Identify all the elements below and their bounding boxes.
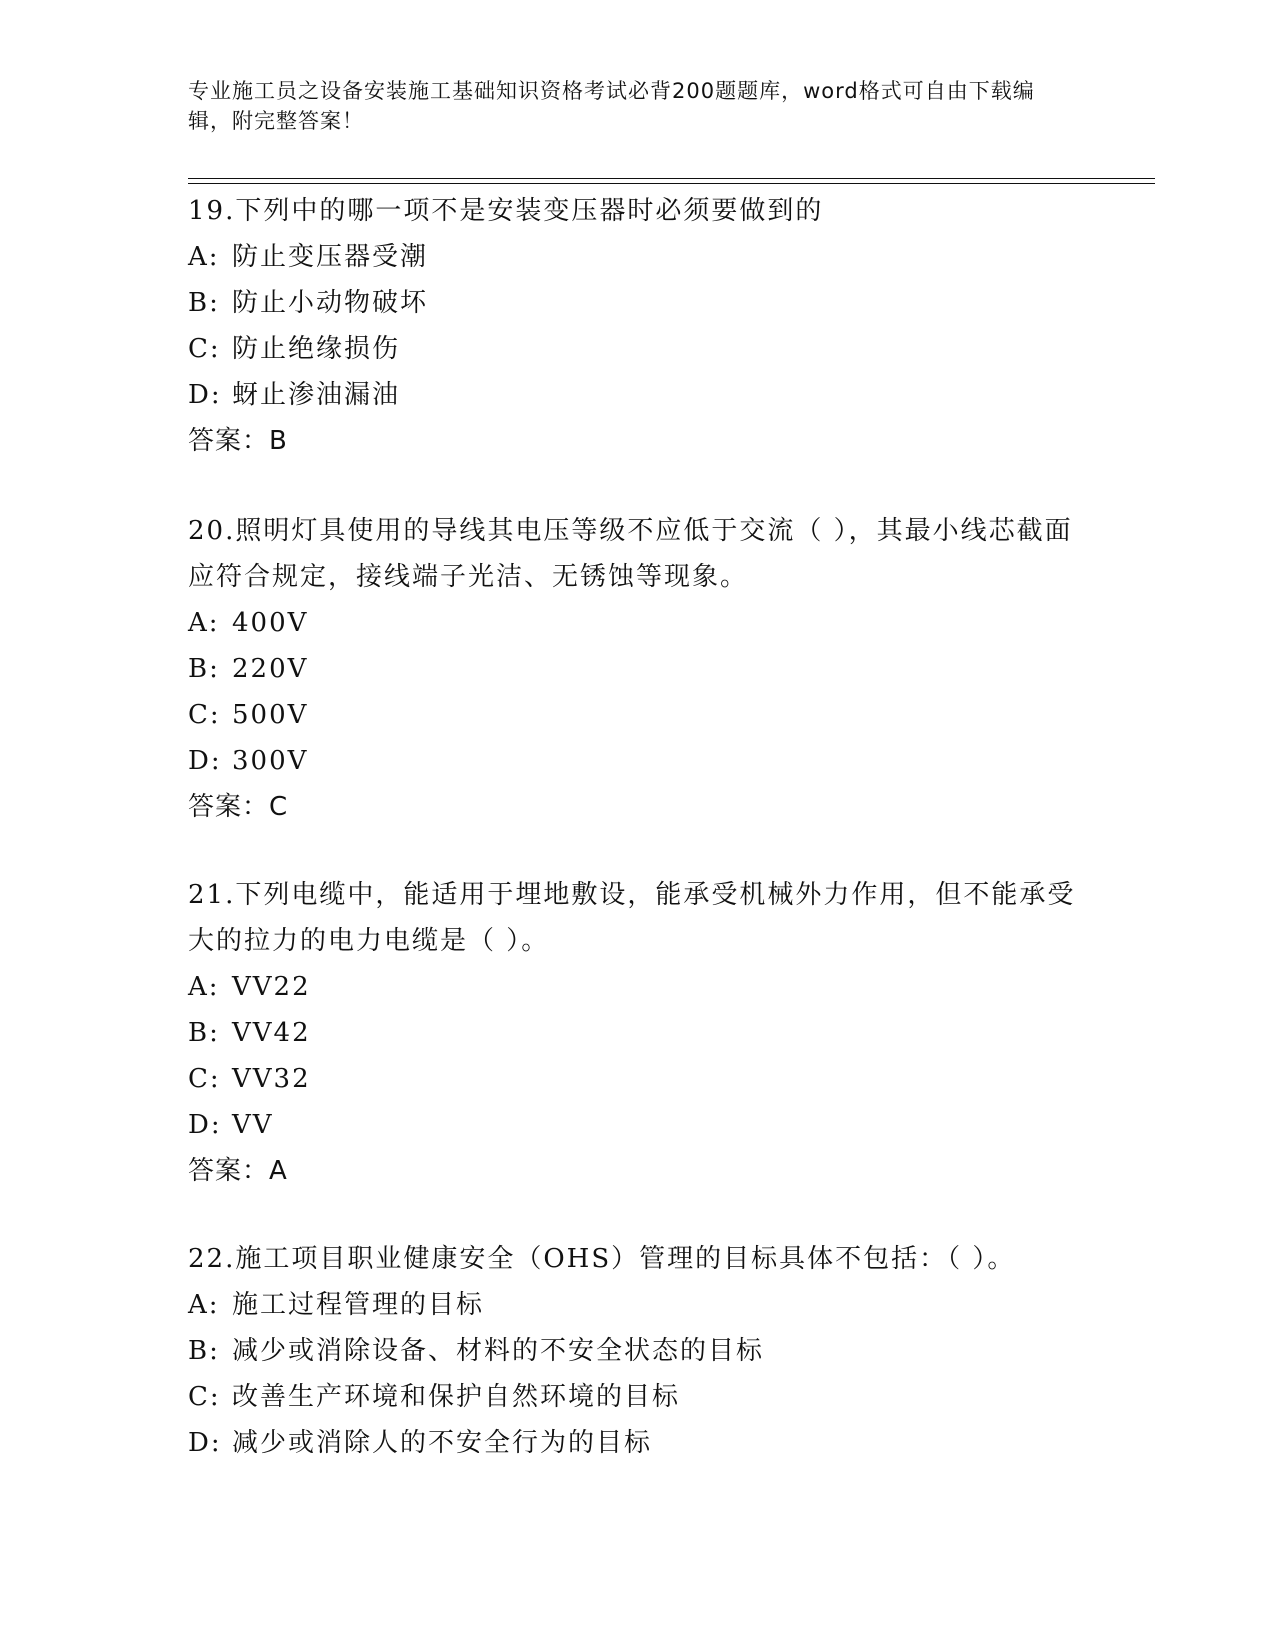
option-text: 防止变压器受潮 xyxy=(232,242,429,272)
option-b xyxy=(188,646,1088,692)
option-d xyxy=(188,1420,1088,1466)
option-a xyxy=(188,964,1088,1010)
option-key: C: xyxy=(188,1064,221,1094)
option-key: C: xyxy=(188,1382,221,1412)
option-text: 防止绝缘损伤 xyxy=(232,334,401,364)
option-key: B: xyxy=(188,288,220,318)
option-c xyxy=(188,326,1088,372)
option-key: A: xyxy=(188,1290,220,1320)
question-22 xyxy=(188,1236,1088,1466)
option-key: D: xyxy=(188,746,222,776)
option-key: B: xyxy=(188,1018,220,1048)
option-text: 220V xyxy=(232,654,309,684)
option-key: C: xyxy=(188,334,221,364)
option-b xyxy=(188,280,1088,326)
option-text: 改善生产环境和保护自然环境的目标 xyxy=(232,1382,681,1412)
document-header: 专业施工员之设备安装施工基础知识资格考试必背200题题库，word格式可自由下载编辑，附完整答案！ xyxy=(188,79,1035,133)
option-d xyxy=(188,1102,1088,1148)
option-text: VV42 xyxy=(232,1018,311,1048)
option-text: 施工过程管理的目标 xyxy=(232,1290,485,1320)
option-key: B: xyxy=(188,1336,220,1366)
option-key: B: xyxy=(188,654,220,684)
header-divider-bottom xyxy=(188,183,1155,184)
option-text: 蚜止渗油漏油 xyxy=(232,380,401,410)
question-21 xyxy=(188,872,1088,1194)
option-text: VV22 xyxy=(232,972,311,1002)
option-key: A: xyxy=(188,972,220,1002)
question-text: 19.下列中的哪一项不是安装变压器时必须要做到的 xyxy=(188,196,824,226)
question-text: 22.施工项目职业健康安全（OHS）管理的目标具体不包括：（ ）。 xyxy=(188,1244,1016,1274)
option-c xyxy=(188,692,1088,738)
option-b xyxy=(188,1328,1088,1374)
question-19 xyxy=(188,188,1088,464)
option-a xyxy=(188,1282,1088,1328)
option-text: 防止小动物破坏 xyxy=(232,288,429,318)
option-c xyxy=(188,1374,1088,1420)
option-a xyxy=(188,600,1088,646)
option-key: D: xyxy=(188,1110,222,1140)
option-text: VV xyxy=(232,1110,274,1140)
option-c xyxy=(188,1056,1088,1102)
option-text: VV32 xyxy=(232,1064,311,1094)
answer-line: 答案：A xyxy=(188,1156,288,1186)
question-20 xyxy=(188,508,1088,830)
option-b xyxy=(188,1010,1088,1056)
option-text: 300V xyxy=(232,746,309,776)
option-text: 400V xyxy=(232,608,309,638)
option-d xyxy=(188,738,1088,784)
option-text: 500V xyxy=(232,700,309,730)
option-text: 减少或消除设备、材料的不安全状态的目标 xyxy=(232,1336,765,1366)
answer-line: 答案：B xyxy=(188,426,288,456)
answer-line: 答案：C xyxy=(188,792,289,822)
option-a xyxy=(188,234,1088,280)
header-divider-top xyxy=(188,178,1155,179)
option-d xyxy=(188,372,1088,418)
option-key: C: xyxy=(188,700,221,730)
option-key: A: xyxy=(188,608,220,638)
question-text: 20.照明灯具使用的导线其电压等级不应低于交流（ ），其最小线芯截面应符合规定，接线端子光洁、无锈蚀等现象。 xyxy=(188,516,1073,592)
option-key: D: xyxy=(188,380,222,410)
option-text: 减少或消除人的不安全行为的目标 xyxy=(232,1428,653,1458)
option-key: D: xyxy=(188,1428,222,1458)
option-key: A: xyxy=(188,242,220,272)
question-text: 21.下列电缆中，能适用于埋地敷设，能承受机械外力作用，但不能承受大的拉力的电力电缆是（ ）。 xyxy=(188,880,1076,956)
